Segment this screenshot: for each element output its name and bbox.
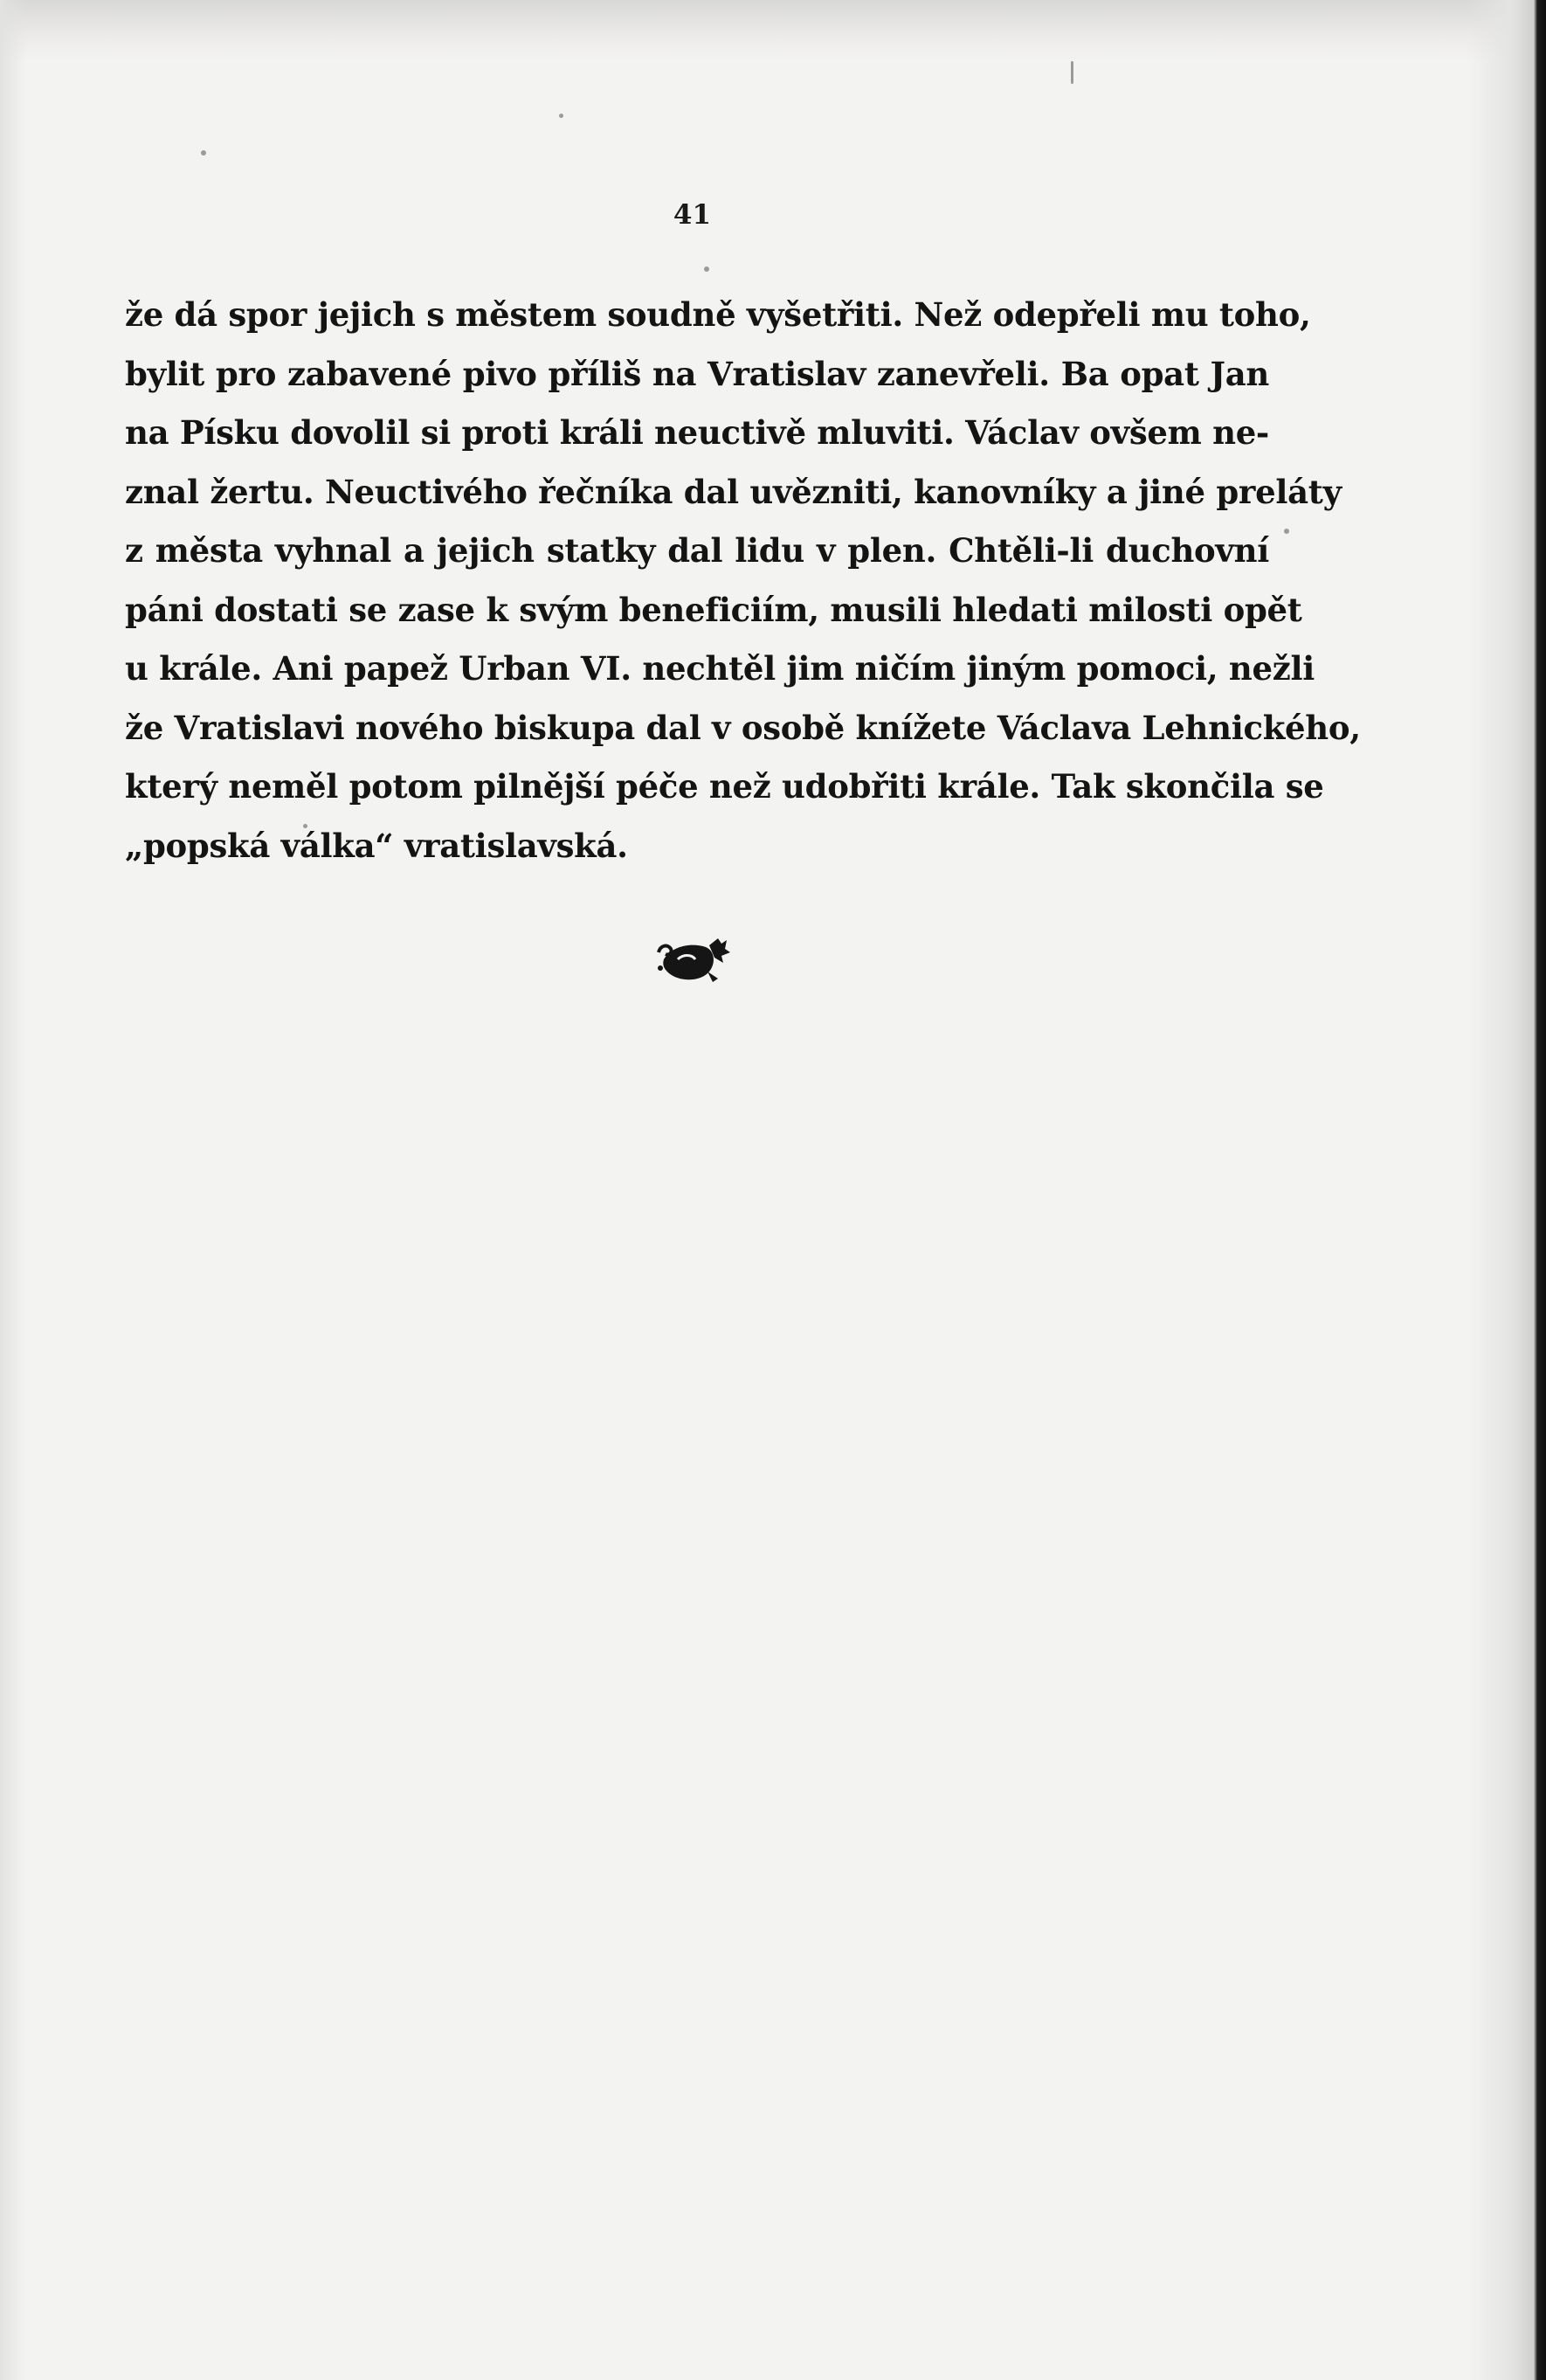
scan-speck (1071, 61, 1073, 84)
text-line: „popská válka“ vratislavská. (125, 826, 628, 865)
scan-speck (1284, 529, 1289, 534)
body-text (125, 286, 1361, 875)
text-line: u krále. Ani papež Urban VI. nechtěl jim ničím jiným pomoci, nežli (125, 649, 1315, 688)
text-line: že dá spor jejich s městem soudně vyšetřiti. Než odepřeli mu toho, (125, 295, 1311, 334)
text-line: páni dostati se zase k svým beneficiím, musili hledati milosti opět (125, 590, 1302, 629)
scan-right-edge (1467, 0, 1546, 2380)
fleuron-ornament-icon (652, 933, 732, 986)
text-line: bylit pro zabavené pivo příliš na Vratislav zanevřeli. Ba opat Jan (125, 354, 1269, 393)
text-line: který neměl potom pilnější péče než udobřiti krále. Tak skončila se (125, 767, 1324, 806)
text-line: na Písku dovolil si proti králi neuctivě mluviti. Václav ovšem ne- (125, 413, 1269, 452)
scan-speck (704, 266, 709, 272)
scan-top-edge (0, 0, 1546, 61)
scan-speck (201, 150, 206, 156)
text-line: že Vratislavi nového biskupa dal v osobě knížete Václava Lehnického, (125, 708, 1361, 747)
text-line: z města vyhnal a jejich statky dal lidu v plen. Chtěli-li duchovní (125, 531, 1269, 570)
page-number: 41 (673, 199, 712, 231)
text-line: znal žertu. Neuctivého řečníka dal uvězniti, kanovníky a jiné preláty (125, 472, 1342, 511)
scan-left-edge (0, 0, 26, 2380)
scan-speck (559, 114, 563, 118)
